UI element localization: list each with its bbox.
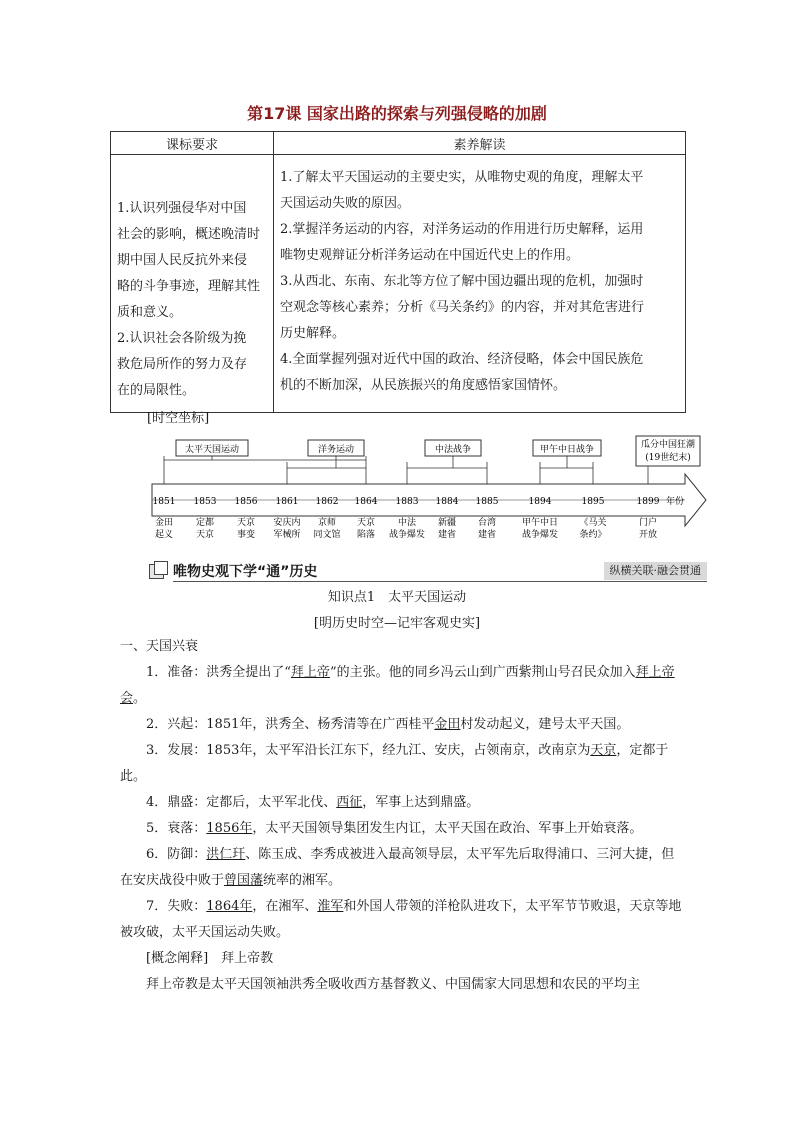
event-label: 天京 <box>195 530 215 540</box>
axis-unit: 年份 <box>665 497 685 507</box>
item-paragraph <box>120 894 682 946</box>
item-paragraph <box>120 790 682 816</box>
table-header-requirements: 课标要求 <box>111 132 274 155</box>
section-banner <box>147 560 707 582</box>
event-label: 战争爆发 <box>388 530 426 540</box>
requirement-line: 2.认识社会各阶级为挽 <box>117 331 247 346</box>
item-paragraph <box>120 738 682 790</box>
banner-rule <box>173 581 707 582</box>
event-label: 京师 <box>317 518 337 528</box>
year-label: 1884 <box>435 497 459 507</box>
year-label: 1894 <box>528 497 552 507</box>
event-label: 建省 <box>437 530 457 540</box>
event-label: 起义 <box>154 530 174 540</box>
event-label: 台湾 <box>477 518 497 528</box>
item-text: 3．发展：1853年，太平军沿长江东下，经九江、安庆，占领南京，改南京为 <box>146 743 591 758</box>
year-label: 1864 <box>354 497 378 507</box>
item-text: 1．准备：洪秀全提出了“ <box>146 665 291 680</box>
concept-text: 拜上帝教是太平天国领袖洪秀全吸收西方基督教义、中国儒家大同思想和农民的平均主 <box>146 977 641 992</box>
period-label: 太平天国运动 <box>184 445 240 455</box>
item-key-term: 1864年 <box>206 899 253 914</box>
year-label: 1899 <box>636 497 660 507</box>
event-label: 定都 <box>195 518 215 528</box>
scramble-sub: (19世纪末) <box>645 453 691 463</box>
body-text <box>120 634 682 998</box>
year-label: 1883 <box>395 497 419 507</box>
item-paragraph <box>120 660 682 712</box>
item-text: 5．衰落： <box>146 821 207 836</box>
item-key-term: 拜上帝 <box>290 665 330 680</box>
item-text: 统率的湘军。 <box>263 873 342 888</box>
event-label: 天京 <box>236 518 256 528</box>
literacy-line: 3.从西北、东南、东北等方位了解中国边疆出现的危机，加强时 <box>280 274 644 289</box>
banner-tag: 纵横关联·融会贯通 <box>604 562 708 580</box>
table-header-literacy: 素养解读 <box>274 132 686 155</box>
event-label: 开放 <box>638 530 658 540</box>
item-key-term: 淮军 <box>317 899 344 914</box>
scramble-label: 瓜分中国狂潮 <box>640 440 696 450</box>
event-label: 同文馆 <box>313 530 341 540</box>
item-paragraph <box>120 712 682 738</box>
item-text: 村发动起义，建号太平天国。 <box>460 717 630 732</box>
subheading: [明历史时空—记牢客观史实] <box>313 616 481 631</box>
event-label: 甲午中日 <box>521 518 559 528</box>
timeline-diagram <box>150 432 710 542</box>
item-text: ，太平天国领导集团发生内讧，太平天国在政治、军事上开始衰落。 <box>252 821 643 836</box>
item-text: 2．兴起：1851年，洪秀全、杨秀清等在广西桂平 <box>146 717 435 732</box>
event-label: 建省 <box>477 530 497 540</box>
year-label: 1861 <box>275 497 299 507</box>
item-key-term: 洪仁玕 <box>206 847 246 862</box>
item-text: ，定都于此。 <box>120 743 669 784</box>
requirement-line: 在的局限性。 <box>117 383 196 398</box>
banner-title: 唯物史观下学“通”历史 <box>173 564 318 580</box>
event-label: 条约》 <box>579 530 607 540</box>
year-label: 1895 <box>581 497 605 507</box>
lesson-title: 第17课 国家出路的探索与列强侵略的加剧 <box>247 104 547 123</box>
event-label: 军械所 <box>273 530 301 540</box>
event-label: 战争爆发 <box>521 530 559 540</box>
requirements-cell <box>111 155 274 413</box>
year-label: 1862 <box>315 497 339 507</box>
requirement-line: 救危局所作的努力及存 <box>117 357 248 372</box>
literacy-line: 天国运动失败的原因。 <box>280 196 411 211</box>
literacy-line: 空观念等核心素养；分析《马关条约》的内容，并对其危害进行 <box>280 300 645 315</box>
event-label: 《马关 <box>579 518 607 528</box>
item-key-term: 西征 <box>336 795 363 810</box>
period-label: 中法战争 <box>434 445 472 455</box>
requirement-line: 1.认识列强侵华对中国 <box>117 201 247 216</box>
item-text: ，在湘军、 <box>252 899 318 914</box>
year-label: 1853 <box>193 497 217 507</box>
item-key-term: 拜上帝会 <box>120 665 675 706</box>
item-text: ”的主张。他的同乡冯云山到广西紫荆山号召民众加入 <box>329 665 636 680</box>
item-key-term: 天京 <box>590 743 617 758</box>
item-key-term: 金田 <box>434 717 461 732</box>
item-text: 6．防御： <box>146 847 207 862</box>
period-label: 洋务运动 <box>317 445 355 455</box>
item-text: 。 <box>133 691 147 706</box>
item-key-term: 1856年 <box>206 821 253 836</box>
requirement-line: 社会的影响，概述晚清时 <box>117 227 261 242</box>
item-text: 和外国人带领的洋枪队进攻下，太平军节节败退，天京等地被攻破，太平天国运动失败。 <box>120 899 682 940</box>
item-paragraph <box>120 816 682 842</box>
event-label: 天京 <box>356 518 376 528</box>
section-heading: 一、天国兴衰 <box>120 639 199 654</box>
event-label: 事变 <box>236 530 256 540</box>
year-label: 1856 <box>234 497 258 507</box>
event-label: 新疆 <box>437 518 457 528</box>
literacy-line: 4.全面掌握列强对近代中国的政治、经济侵略，体会中国民族危 <box>280 352 644 367</box>
event-label: 安庆内 <box>273 518 301 528</box>
year-label: 1851 <box>152 497 176 507</box>
year-label: 1885 <box>475 497 499 507</box>
event-label: 门户 <box>638 518 658 528</box>
timeline-label: [时空坐标] <box>147 411 210 426</box>
item-key-term: 曾国藩 <box>224 873 264 888</box>
event-label: 金田 <box>154 518 174 528</box>
requirement-line: 质和意义。 <box>117 305 183 320</box>
requirement-line: 略的斗争事迹，理解其性 <box>117 279 261 294</box>
item-text: 4．鼎盛：定都后，太平军北伐、 <box>146 795 337 810</box>
item-text: 、陈玉成、李秀成被进入最高领导层，太平军先后取得浦口、三河大捷，但在安庆战役中败于 <box>120 847 675 888</box>
knowledge-point-heading: 知识点1 太平天国运动 <box>327 590 467 605</box>
literacy-line: 唯物史观辩证分析洋务运动在中国近代史上的作用。 <box>280 248 580 263</box>
event-label: 陷落 <box>356 530 376 540</box>
item-text: 7．失败： <box>146 899 207 914</box>
requirement-line: 期中国人民反抗外来侵 <box>117 253 248 268</box>
literacy-line: 1.了解太平天国运动的主要史实，从唯物史观的角度，理解太平 <box>280 170 644 185</box>
item-paragraph <box>120 842 682 894</box>
literacy-cell <box>274 155 686 413</box>
literacy-line: 机的不断加深，从民族振兴的角度感悟家国情怀。 <box>280 378 567 393</box>
banner-square-icon <box>149 564 164 579</box>
period-label: 甲午中日战争 <box>539 445 595 455</box>
curriculum-table <box>110 131 686 413</box>
concept-label: [概念阐释] 拜上帝教 <box>146 951 274 966</box>
item-text: ，军事上达到鼎盛。 <box>362 795 480 810</box>
literacy-line: 2.掌握洋务运动的内容，对洋务运动的作用进行历史解释，运用 <box>280 222 644 237</box>
literacy-line: 历史解释。 <box>280 326 346 341</box>
event-label: 中法 <box>397 518 417 528</box>
